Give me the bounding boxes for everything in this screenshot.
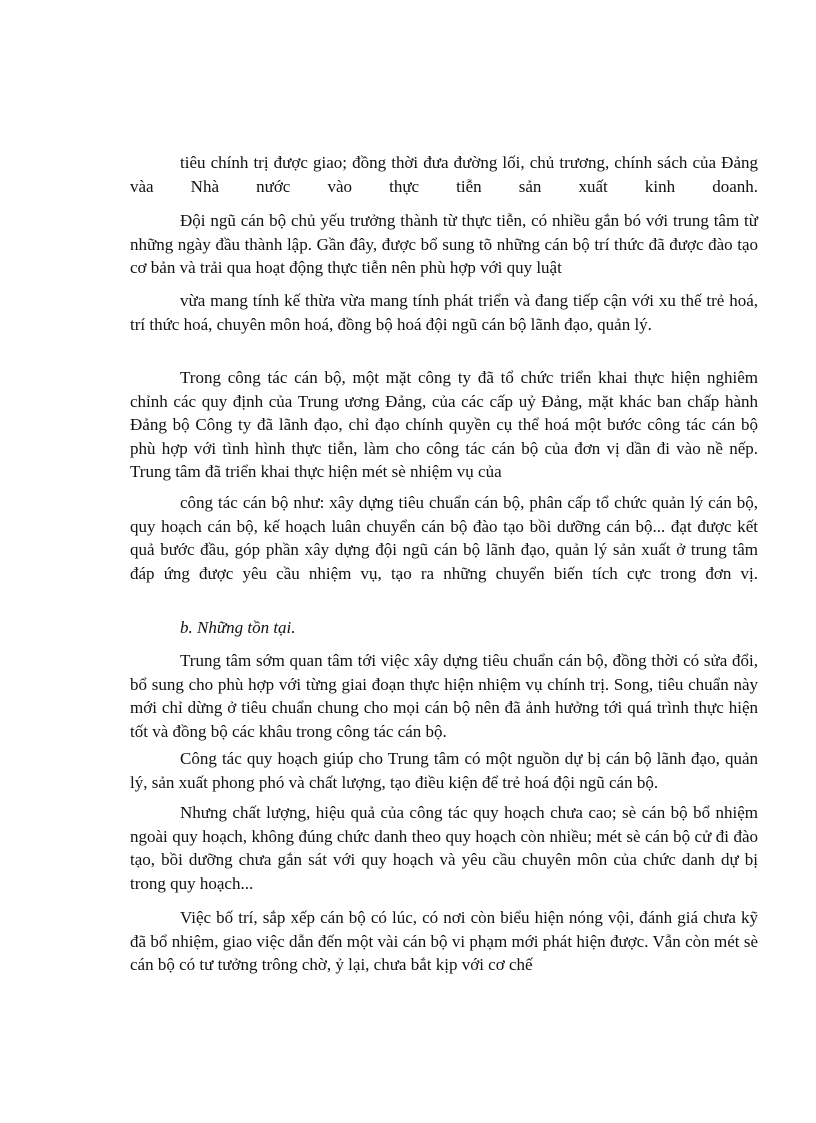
paragraph-4: Trong công tác cán bộ, một mặt công ty đã tổ chức triển khai thực hiện nghiêm chỉnh các quy định của Trung ương Đảng, của các cấp uỷ Đảng, mặt khác ban chấp hành Đảng bộ Công ty đã lãnh đạo, chỉ đạo chính quyền cụ thể hoá một bước công tác cán bộ phù hợp với tình hình thực tiễn, làm cho công tác cán bộ của đơn vị dần đi vào nề nếp. Trung tâm đã triển khai thực hiện mét sè nhiệm vụ của	[130, 368, 758, 481]
paragraph-9: Việc bố trí, sắp xếp cán bộ có lúc, có nơi còn biểu hiện nóng vội, đánh giá chưa kỹ đã bổ nhiệm, giao việc dẫn đến một vài cán bộ vi phạm mới phát hiện được. Vẫn còn mét sè cán bộ có tư tưởng trông chờ, ỷ lại, chưa bắt kịp với cơ chế	[130, 908, 758, 974]
paragraph-7: Công tác quy hoạch giúp cho Trung tâm có một nguồn dự bị cán bộ lãnh đạo, quản lý, sản xuất phong phó và chất lượng, tạo điều kiện để trẻ hoá đội ngũ cán bộ.	[130, 749, 758, 792]
paragraph-5: công tác cán bộ như: xây dựng tiêu chuẩn cán bộ, phân cấp tổ chức quản lý cán bộ, quy hoạch cán bộ, kế hoạch luân chuyển cán bộ đào tạo bồi dưỡng cán bộ... đạt được kết quả bước đầu, góp phần xây dựng đội ngũ cán bộ lãnh đạo, quản lý sản xuất ở trung tâm đáp ứng được yêu cầu nhiệm vụ, tạo ra những chuyển biến tích cực trong đơn vị.	[130, 493, 758, 583]
paragraph-2: Đội ngũ cán bộ chủ yếu trưởng thành từ thực tiễn, có nhiều gắn bó với trung tâm từ những ngày đầu thành lập. Gần đây, được bổ sung tõ những cán bộ trí thức đã được đào tạo cơ bản và trải qua hoạt động thực tiễn nên phù hợp với quy luật	[130, 211, 758, 277]
paragraph-8: Nhưng chất lượng, hiệu quả của công tác quy hoạch chưa cao; sè cán bộ bổ nhiệm ngoài quy hoạch, không đúng chức danh theo quy hoạch còn nhiều; mét sè cán bộ cử đi đào tạo, bồi dưỡng chưa gắn sát với quy hoạch và yêu cầu chuyên môn của chức danh dự bị trong quy hoạch...	[130, 803, 758, 893]
paragraph-1: tiêu chính trị được giao; đồng thời đưa đường lối, chủ trương, chính sách của Đảng vàa Nhà nước vào thực tiễn sản xuất kinh doanh.	[130, 153, 758, 196]
paragraph-6: Trung tâm sớm quan tâm tới việc xây dựng tiêu chuẩn cán bộ, đồng thời có sửa đổi, bổ sung cho phù hợp với từng giai đoạn thực hiện nhiệm vụ chính trị. Song, tiêu chuẩn này mới chỉ dừng ở tiêu chuẩn chung cho mọi cán bộ nên đã ảnh hưởng tới quá trình thực hiện tốt và đồng bộ các khâu trong công tác cán bộ.	[130, 651, 758, 741]
paragraph-3: vừa mang tính kế thừa vừa mang tính phát triển và đang tiếp cận với xu thế trẻ hoá, trí thức hoá, chuyên môn hoá, đồng bộ hoá đội ngũ cán bộ lãnh đạo, quản lý.	[130, 291, 758, 334]
section-heading-b: b. Những tồn tại.	[180, 618, 296, 637]
